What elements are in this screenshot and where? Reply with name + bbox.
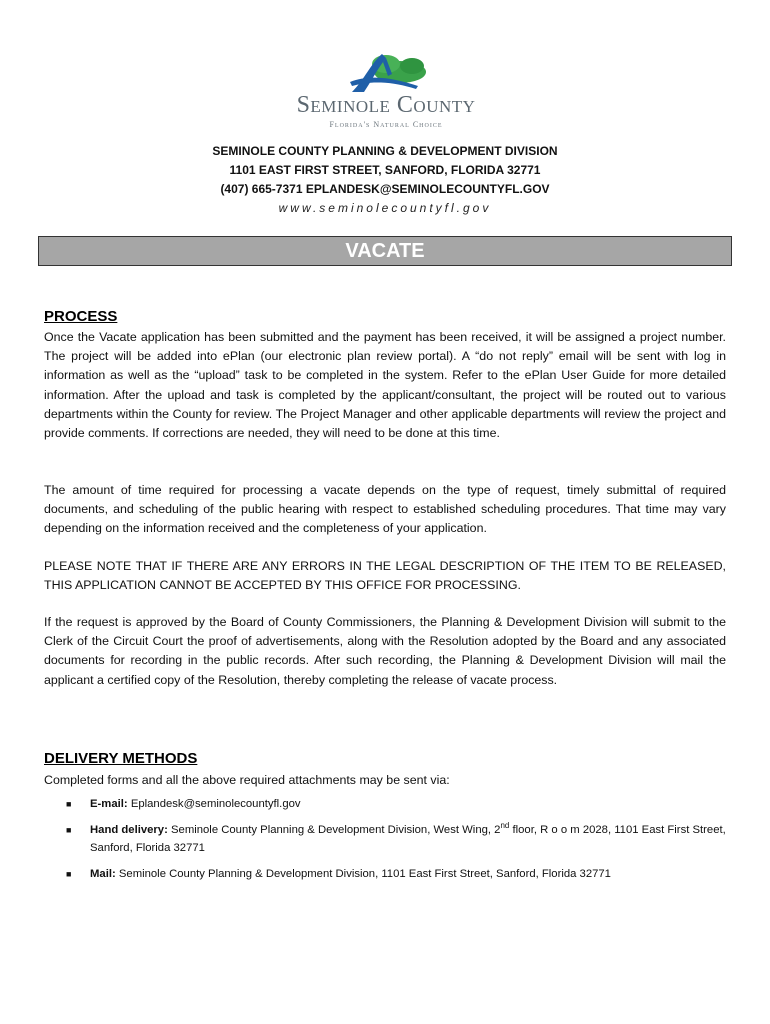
logo-wordmark: Seminole County (296, 92, 476, 118)
process-paragraph-1: Once the Vacate application has been submitted and the payment has been received, it will be assigned a project number. The project will be added into ePlan (our electronic plan review portal). A “do not reply” email will be sent with log in information as well as the “upload” task to be completed in the system. Refer to the ePlan User Guide for more detailed information. After the upload and task is completed by the applicant/consultant, the project will be routed out to various departments within the County for review. The Project Manager and other applicable departments will review the project and provide comments. If corrections are needed, they will need to be done at this time. (44, 330, 726, 441)
logo-emblem-icon (342, 52, 430, 94)
process-paragraph-4: If the request is approved by the Board of County Commissioners, the Planning & Development Division will submit to the Clerk of the Circuit Court the proof of advertisements, along with the Resolution adopted by the Board and any associated documents for recording in the public records. After such recording, the Planning & Development Division will mail the applicant a certified copy of the Resolution, thereby completing the release of vacate process. (44, 615, 726, 687)
process-heading: PROCESS (44, 308, 118, 325)
process-notice: PLEASE NOTE THAT IF THERE ARE ANY ERRORS IN THE LEGAL DESCRIPTION OF THE ITEM TO BE RELEASED, THIS APPLICATION CANNOT BE ACCEPTED BY THIS OFFICE FOR PROCESSING. (44, 559, 726, 593)
delivery-item-mail (44, 865, 730, 883)
delivery-label: E-mail: (90, 798, 131, 810)
logo-tagline: Florida's Natural Choice (329, 120, 443, 129)
process-paragraph-2: The amount of time required for processing a vacate depends on the type of request, timely submittal of required documents, and scheduling of the public hearing with respect to established scheduling procedures. That time may vary depending on the information received and the completeness of your application. (44, 483, 726, 536)
division-contact: (407) 665-7371 EPLANDESK@SEMINOLECOUNTYFL.GOV (220, 182, 550, 196)
document-title: VACATE (38, 236, 732, 266)
delivery-text: Seminole County Planning & Development Division, West Wing, 2 (171, 824, 501, 836)
county-logo (286, 52, 486, 134)
bullet-icon: ■ (66, 825, 72, 835)
delivery-heading: DELIVERY METHODS (44, 750, 198, 767)
delivery-text: Seminole County Planning & Development Division, 1101 East First Street, Sanford, Florida 32771 (118, 868, 611, 880)
email-address-link[interactable]: Eplandesk@seminolecountyfl.gov (130, 798, 301, 810)
division-name: SEMINOLE COUNTY PLANNING & DEVELOPMENT DIVISION (212, 144, 558, 158)
division-address: 1101 EAST FIRST STREET, SANFORD, FLORIDA 32771 (229, 163, 541, 177)
delivery-intro: Completed forms and all the above required attachments may be sent via: (44, 773, 450, 787)
delivery-text-cont: floor, R o o m 2028, 1101 East First Street, Sanford, Florida 32771 (90, 824, 726, 854)
bullet-icon: ■ (66, 869, 72, 879)
delivery-item-email (44, 795, 730, 813)
delivery-item-hand (44, 821, 730, 857)
bullet-icon: ■ (66, 799, 72, 809)
ordinal-suffix: nd (500, 821, 510, 831)
delivery-label: Hand delivery: (90, 824, 171, 836)
website-link[interactable]: www.seminolecountyfl.gov (278, 201, 492, 215)
delivery-label: Mail: (90, 868, 119, 880)
delivery-methods-list (44, 795, 730, 891)
